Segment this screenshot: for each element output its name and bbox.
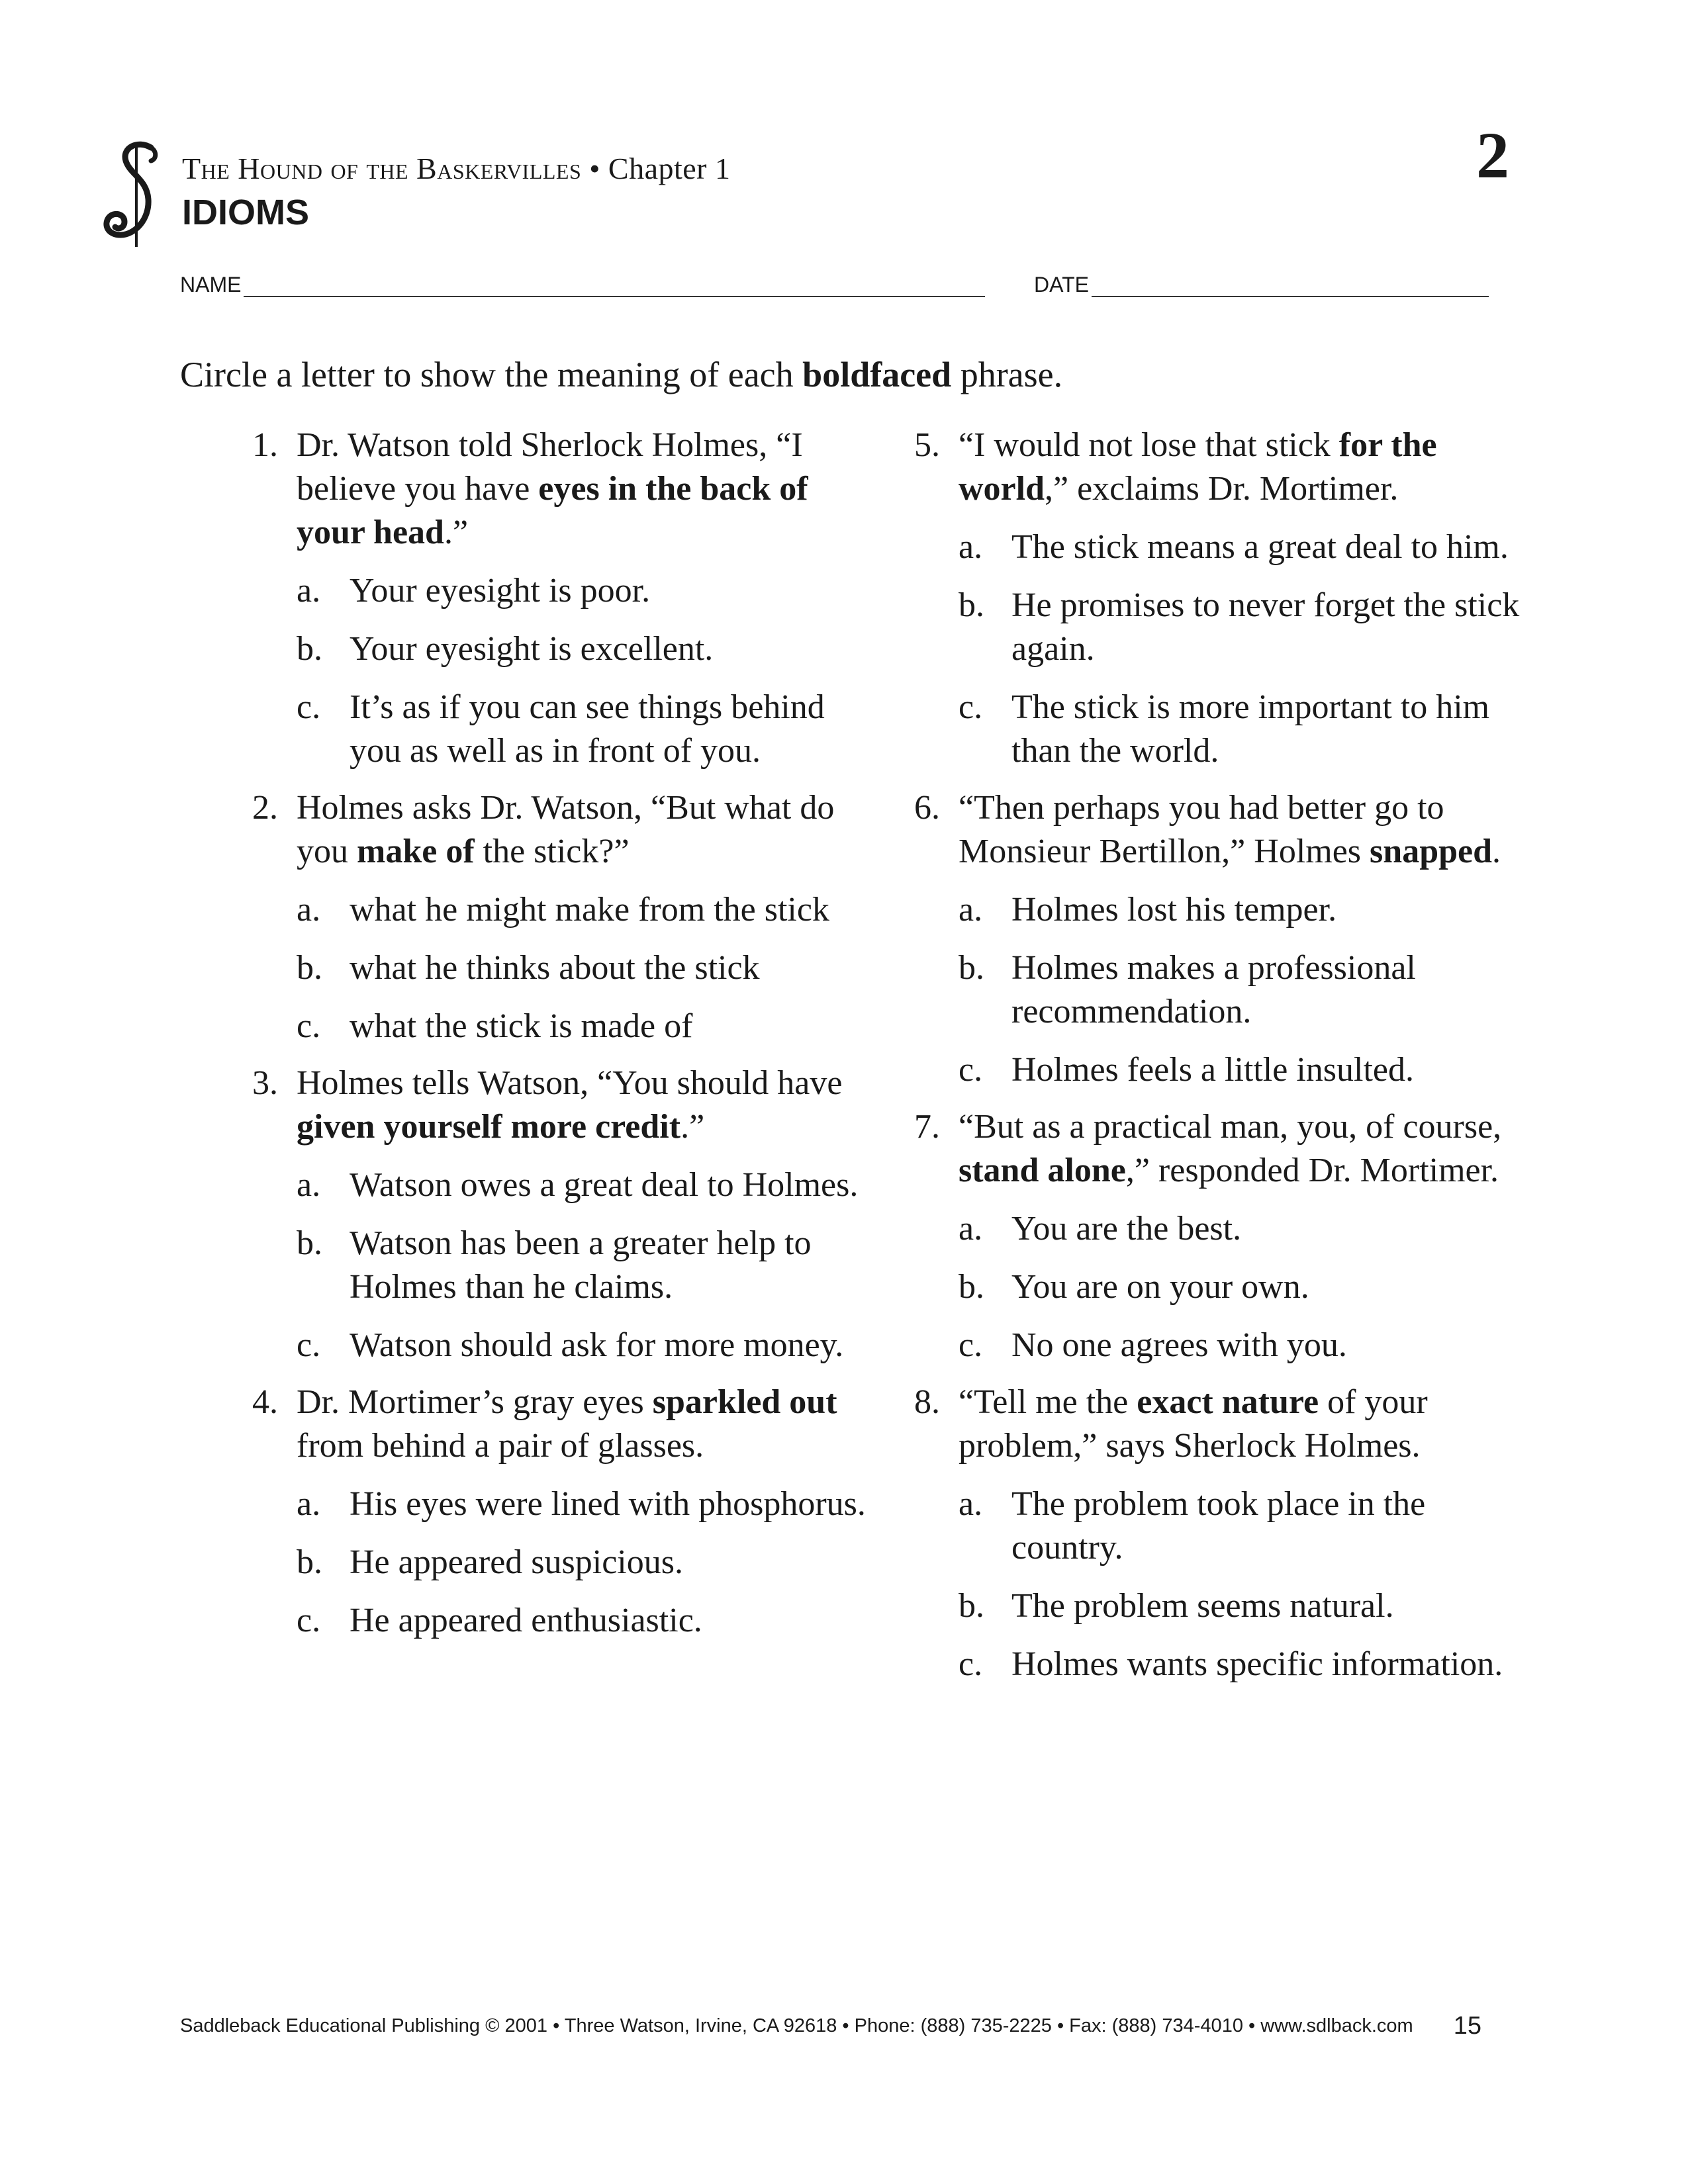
question-2	[218, 786, 874, 1048]
idiom-phrase: exact nature	[1137, 1383, 1319, 1421]
option-letter[interactable]: a.	[297, 572, 321, 610]
instructions-text-end: phrase.	[951, 355, 1063, 394]
option-letter[interactable]: c.	[297, 1326, 321, 1364]
stem-text-end: from behind a pair of glasses.	[297, 1427, 704, 1465]
question-stem	[959, 1381, 1536, 1468]
idiom-phrase: sparkled out	[652, 1383, 837, 1421]
option-letter[interactable]: a.	[297, 891, 321, 929]
question-4	[218, 1381, 874, 1643]
question-number: 5.	[914, 426, 940, 464]
option-letter[interactable]: c.	[297, 1602, 321, 1639]
option-letter[interactable]: a.	[297, 1485, 321, 1523]
option-text: He appeared suspicious.	[350, 1543, 683, 1581]
option-a[interactable]	[959, 888, 1536, 932]
stem-text-end: .	[1492, 833, 1501, 870]
option-letter[interactable]: a.	[959, 1210, 983, 1248]
option-c[interactable]	[959, 1324, 1536, 1367]
question-stem	[297, 1062, 874, 1149]
question-number: 4.	[252, 1383, 278, 1421]
option-letter[interactable]: c.	[959, 688, 983, 726]
option-text: Watson has been a greater help to Holmes than he claims.	[350, 1224, 812, 1306]
question-stem	[297, 1381, 874, 1468]
stem-text-end: .”	[444, 514, 469, 551]
question-stem	[959, 1105, 1536, 1193]
question-8	[880, 1381, 1536, 1686]
option-letter[interactable]: c.	[297, 688, 321, 726]
option-text: The stick means a great deal to him.	[1011, 528, 1509, 566]
question-1	[218, 424, 874, 773]
stem-text: Dr. Mortimer’s gray eyes	[297, 1383, 653, 1421]
question-number: 1.	[252, 426, 278, 464]
name-label: NAME	[180, 273, 242, 296]
stem-text-end: of your problem,” says Sherlock Holmes.	[959, 1383, 1428, 1465]
questions-right-column	[880, 424, 1536, 1700]
option-text: His eyes were lined with phosphorus.	[350, 1485, 866, 1523]
page-number: 15	[1453, 2012, 1481, 2040]
option-text: Holmes makes a professional recommendation.	[1011, 949, 1416, 1030]
option-text: You are on your own.	[1011, 1268, 1309, 1306]
question-3	[218, 1062, 874, 1367]
option-a[interactable]	[297, 1482, 874, 1526]
name-field[interactable]	[180, 273, 985, 297]
option-text: Your eyesight is poor.	[350, 572, 651, 610]
date-label: DATE	[1034, 273, 1089, 296]
book-chapter-title	[182, 151, 731, 186]
date-field[interactable]	[1034, 273, 1489, 297]
name-line[interactable]	[244, 275, 985, 297]
option-c[interactable]	[297, 1005, 874, 1048]
option-letter[interactable]: b.	[959, 1268, 984, 1306]
option-b[interactable]	[959, 1265, 1536, 1309]
option-text: It’s as if you can see things behind you as well as in front of you.	[350, 688, 825, 770]
option-c[interactable]	[959, 1048, 1536, 1092]
idiom-phrase: snapped	[1370, 833, 1493, 870]
idiom-phrase: eyes in the back of your head	[297, 470, 808, 551]
title-chapter: • Chapter 1	[581, 152, 731, 185]
option-a[interactable]	[959, 525, 1536, 569]
option-text: The problem seems natural.	[1011, 1587, 1394, 1625]
option-letter[interactable]: b.	[959, 586, 984, 624]
option-letter[interactable]: c.	[959, 1326, 983, 1364]
stem-text: “But as a practical man, you, of course,	[959, 1108, 1502, 1146]
idiom-phrase: make of	[357, 833, 475, 870]
worksheet-number: 2	[1476, 118, 1509, 192]
question-number: 8.	[914, 1383, 940, 1421]
option-letter[interactable]: b.	[297, 1543, 322, 1581]
option-b[interactable]	[959, 584, 1536, 671]
option-b[interactable]	[959, 946, 1536, 1034]
option-c[interactable]	[959, 686, 1536, 773]
question-6	[880, 786, 1536, 1092]
option-a[interactable]	[297, 888, 874, 932]
option-text: Watson should ask for more money.	[350, 1326, 844, 1364]
option-letter[interactable]: a.	[959, 891, 983, 929]
option-letter[interactable]: b.	[959, 949, 984, 987]
title-of-the: of the	[330, 152, 409, 185]
saddleback-logo-icon	[99, 136, 172, 255]
option-letter[interactable]: c.	[959, 1645, 983, 1683]
question-number: 6.	[914, 789, 940, 827]
option-c[interactable]	[297, 1599, 874, 1643]
option-text: The problem took place in the country.	[1011, 1485, 1426, 1567]
question-stem	[297, 786, 874, 874]
stem-text: Dr. Watson told Sherlock Holmes, “I believe you have	[297, 426, 803, 508]
option-b[interactable]	[297, 1541, 874, 1584]
option-c[interactable]	[297, 686, 874, 773]
date-line[interactable]	[1092, 275, 1489, 297]
option-text: Watson owes a great deal to Holmes.	[350, 1166, 859, 1204]
option-text: what the stick is made of	[350, 1007, 693, 1045]
idiom-phrase: for the world	[959, 426, 1437, 508]
question-number: 7.	[914, 1108, 940, 1146]
stem-text-end: .”	[680, 1108, 705, 1146]
option-c[interactable]	[959, 1643, 1536, 1686]
option-a[interactable]	[297, 1163, 874, 1207]
option-text: He promises to never forget the stick again.	[1011, 586, 1520, 668]
option-text: Holmes lost his temper.	[1011, 891, 1337, 929]
question-number: 2.	[252, 789, 278, 827]
stem-text: “Then perhaps you had better go to Monsieur Bertillon,” Holmes	[959, 789, 1444, 870]
option-b[interactable]	[959, 1584, 1536, 1628]
option-letter[interactable]: b.	[959, 1587, 984, 1625]
option-text: No one agrees with you.	[1011, 1326, 1347, 1364]
question-number: 3.	[252, 1064, 278, 1102]
option-b[interactable]	[297, 946, 874, 990]
question-stem	[959, 424, 1536, 511]
option-letter[interactable]: a.	[959, 1485, 983, 1523]
option-text: Holmes wants specific information.	[1011, 1645, 1503, 1683]
instructions	[180, 354, 1062, 395]
option-letter[interactable]: a.	[959, 528, 983, 566]
option-text: He appeared enthusiastic.	[350, 1602, 702, 1639]
question-5	[880, 424, 1536, 773]
option-b[interactable]	[297, 1222, 874, 1309]
option-text: The stick is more important to him than the world.	[1011, 688, 1490, 770]
option-a[interactable]	[959, 1482, 1536, 1570]
option-c[interactable]	[297, 1324, 874, 1367]
publisher-footer: Saddleback Educational Publishing © 2001 • Three Watson, Irvine, CA 92618 • Phone: (888) 735-2225 • Fax: (888) 734-4010 • www.sdlback.com	[180, 2015, 1413, 2036]
option-text: You are the best.	[1011, 1210, 1242, 1248]
title-hound: Hound	[238, 152, 323, 185]
instructions-text: Circle a letter to show the meaning of each	[180, 355, 803, 394]
option-letter[interactable]: b.	[297, 1224, 322, 1262]
title-baskervilles: Baskervilles	[416, 152, 582, 185]
idiom-phrase: stand alone	[959, 1152, 1126, 1189]
worksheet-subtitle: IDIOMS	[182, 193, 310, 232]
option-text: Your eyesight is excellent.	[350, 630, 714, 668]
option-letter[interactable]: c.	[297, 1007, 321, 1045]
title-the: The	[182, 152, 230, 185]
stem-text-end: ,” exclaims Dr. Mortimer.	[1045, 470, 1399, 508]
question-stem	[297, 424, 874, 555]
stem-text: “I would not lose that stick	[959, 426, 1339, 464]
option-a[interactable]	[959, 1207, 1536, 1251]
option-letter[interactable]: a.	[297, 1166, 321, 1204]
stem-text: Holmes asks Dr. Watson, “But what do you	[297, 789, 835, 870]
option-letter[interactable]: b.	[297, 630, 322, 668]
option-text: what he thinks about the stick	[350, 949, 760, 987]
idiom-phrase: given yourself more credit	[297, 1108, 681, 1146]
question-7	[880, 1105, 1536, 1367]
stem-text: “Tell me the	[959, 1383, 1137, 1421]
stem-text-end: the stick?”	[474, 833, 630, 870]
option-text: what he might make from the stick	[350, 891, 829, 929]
option-letter[interactable]: c.	[959, 1051, 983, 1089]
questions-left-column	[218, 424, 874, 1656]
instructions-bold: boldfaced	[802, 355, 952, 394]
option-letter[interactable]: b.	[297, 949, 322, 987]
question-stem	[959, 786, 1536, 874]
option-b[interactable]	[297, 627, 874, 671]
stem-text: Holmes tells Watson, “You should have	[297, 1064, 843, 1102]
stem-text-end: ,” responded Dr. Mortimer.	[1125, 1152, 1499, 1189]
option-a[interactable]	[297, 569, 874, 613]
option-text: Holmes feels a little insulted.	[1011, 1051, 1414, 1089]
